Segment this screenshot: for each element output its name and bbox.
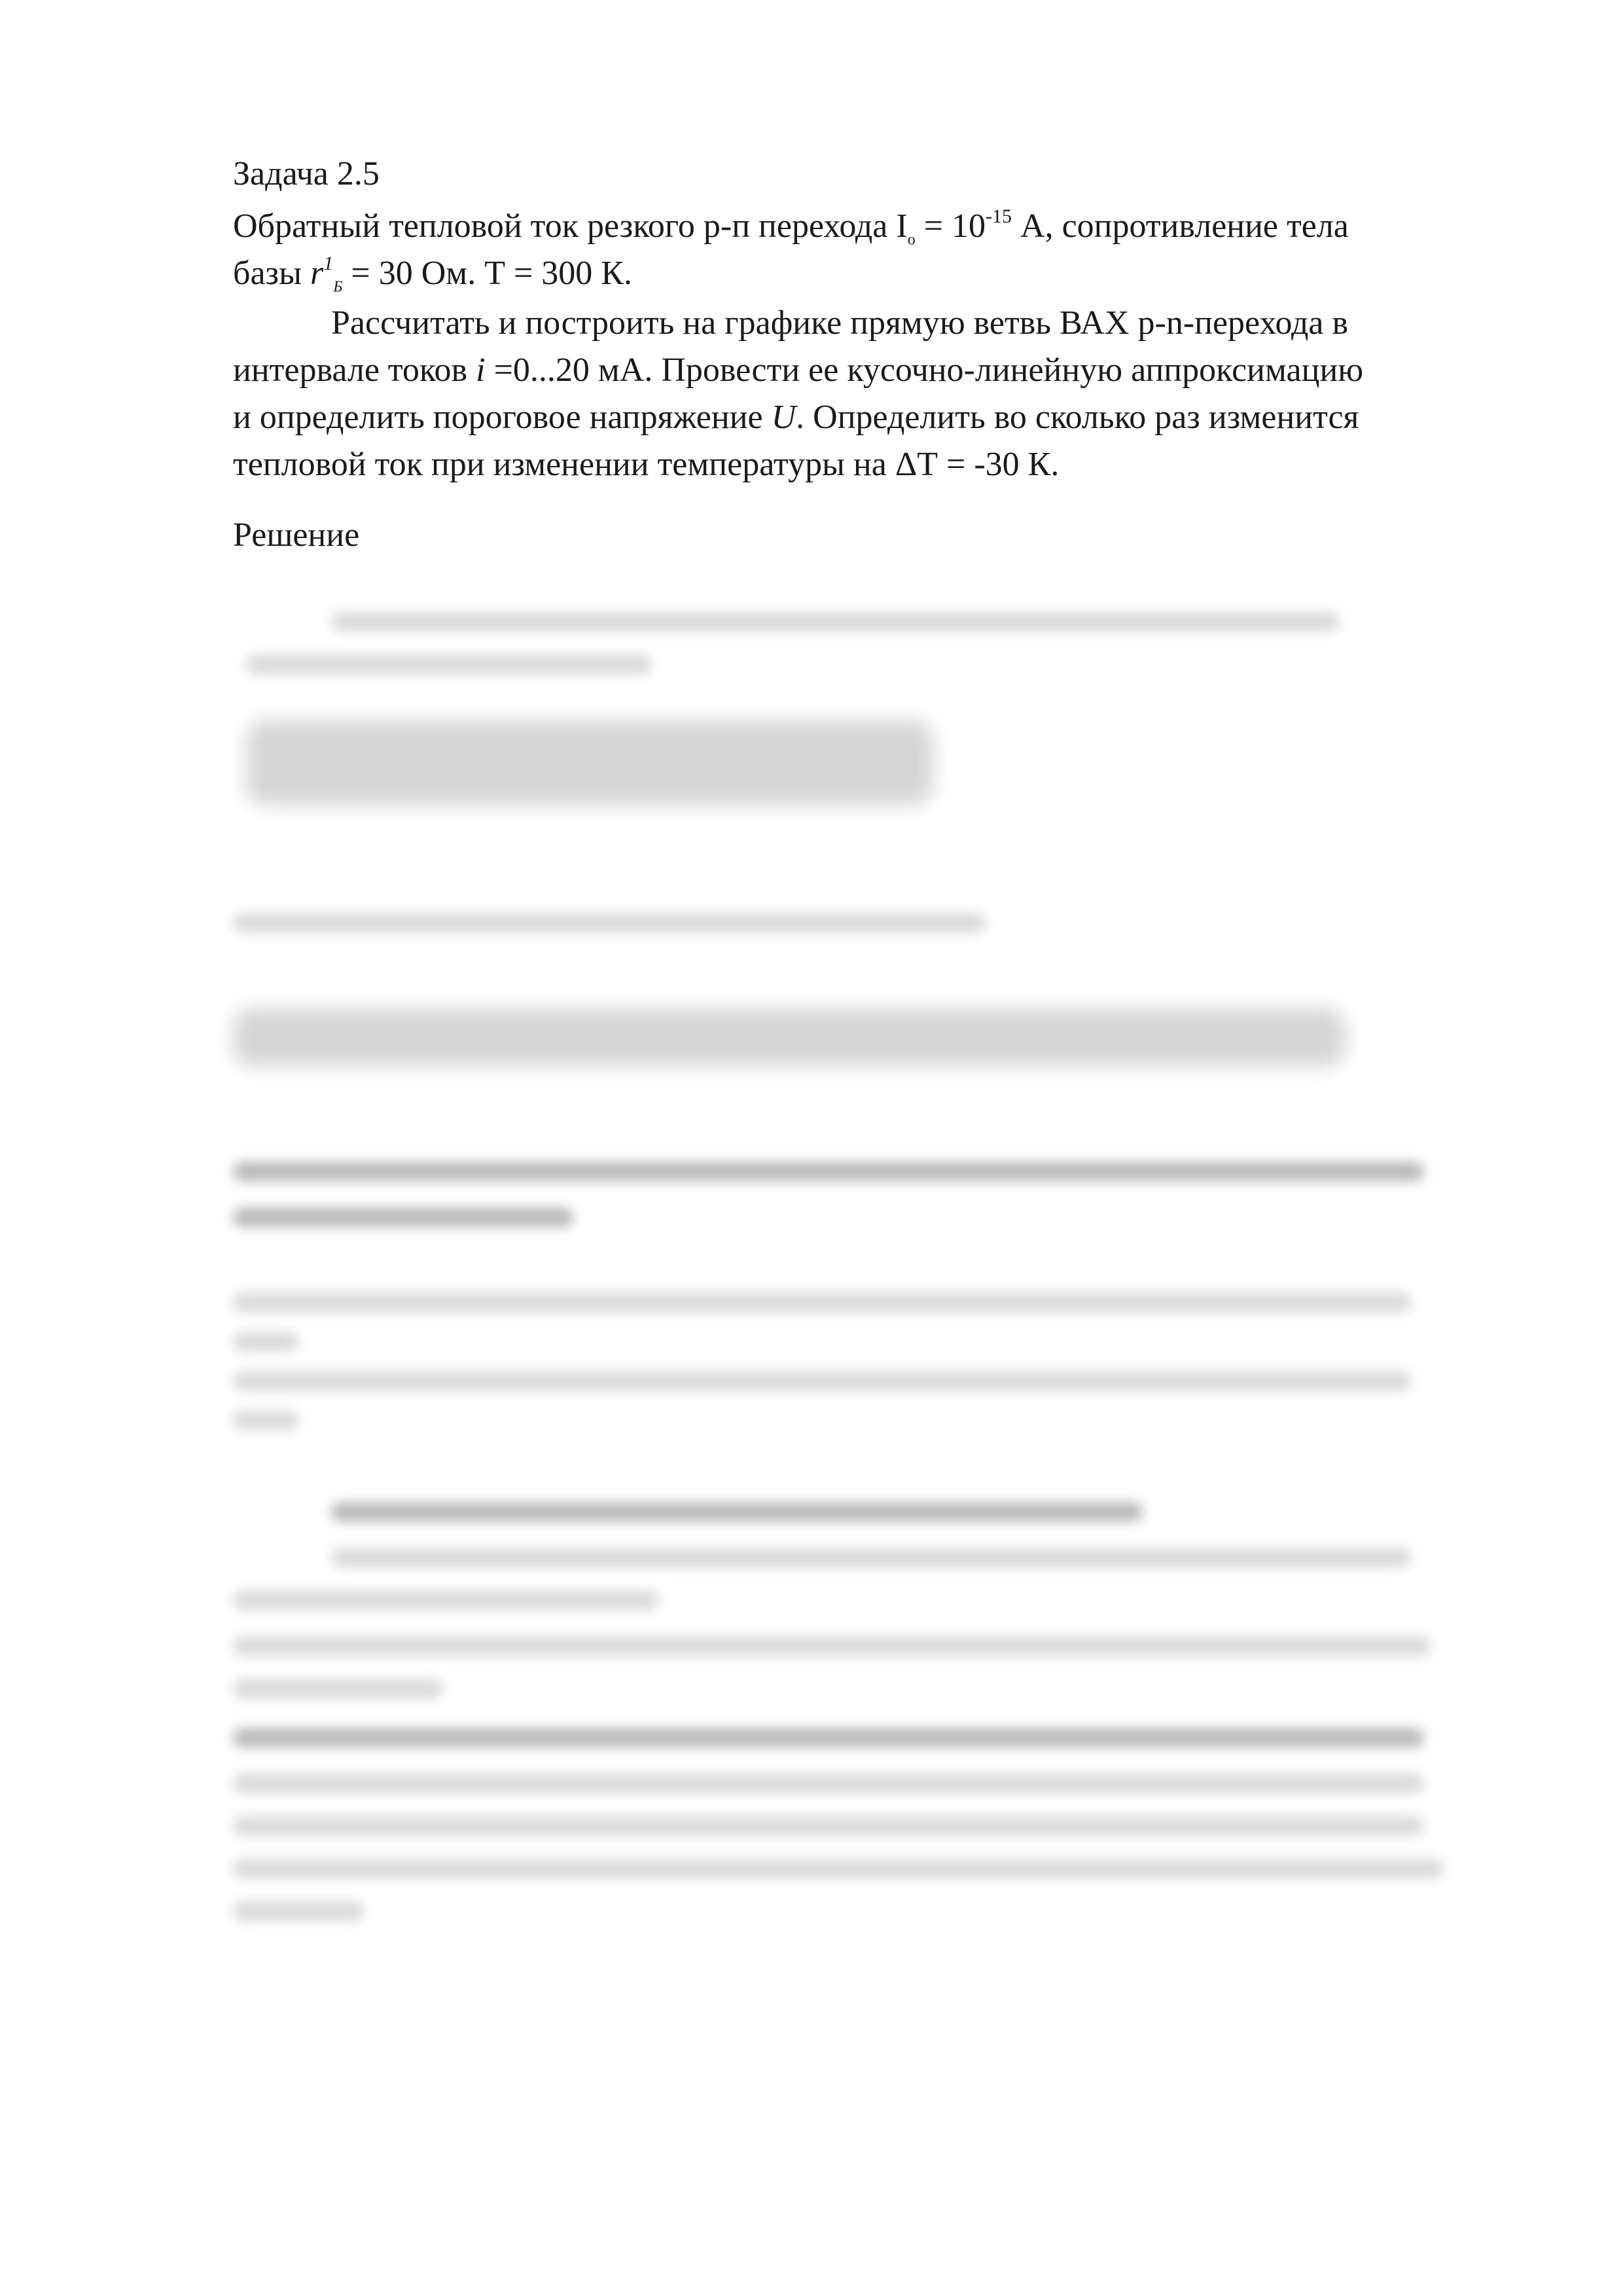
solution-heading: Решение xyxy=(233,516,360,554)
blurred-text-line xyxy=(233,1162,1424,1181)
blurred-text-line xyxy=(331,1548,1411,1568)
statement-line-6: тепловой ток при изменении температуры на ΔТ = -30 К. xyxy=(233,446,1060,483)
blurred-formula xyxy=(233,1008,1346,1067)
blurred-table-row xyxy=(233,1293,1411,1312)
blurred-solution-content xyxy=(233,589,1444,1964)
statement-line-4: интервале токов i =0...20 мА. Провести ее кусочно-линейную аппроксимацию xyxy=(233,351,1364,389)
blurred-text-line xyxy=(233,913,986,933)
blurred-formula xyxy=(246,720,933,805)
blurred-text-line xyxy=(233,1208,573,1227)
task-title: Задача 2.5 xyxy=(233,155,380,192)
blurred-text-line xyxy=(233,1816,1424,1836)
blurred-table-row xyxy=(233,1332,298,1352)
blurred-text-line xyxy=(331,612,1339,632)
statement-line-2: базы $r^1_Б = 30$ Ом. Т = 300 К. xyxy=(233,253,632,296)
blurred-text-line xyxy=(246,655,652,674)
blurred-text-line xyxy=(233,1679,442,1698)
blurred-table-row xyxy=(233,1410,298,1430)
base-resistance-symbol: $r^1_Б$ xyxy=(310,253,343,296)
blurred-text-line xyxy=(233,1636,1431,1656)
blurred-text-line xyxy=(233,1774,1424,1793)
blurred-text-line xyxy=(233,1901,364,1921)
blurred-text-line xyxy=(331,1502,1143,1522)
blurred-text-line xyxy=(233,1728,1424,1748)
blurred-table-row xyxy=(233,1371,1411,1391)
blurred-text-line xyxy=(233,1590,658,1610)
statement-line-1: Обратный тепловой ток резкого p-п перехода $I_o = 10^{-15}$ А, сопротивление тела xyxy=(233,206,1349,249)
statement-line-3: Рассчитать и построить на графике прямую ветвь ВАХ p-n-перехода в xyxy=(331,304,1349,342)
statement-line-5: и определить пороговое напряжение U. Определить во сколько раз изменится xyxy=(233,399,1359,436)
blurred-text-line xyxy=(233,1859,1444,1878)
